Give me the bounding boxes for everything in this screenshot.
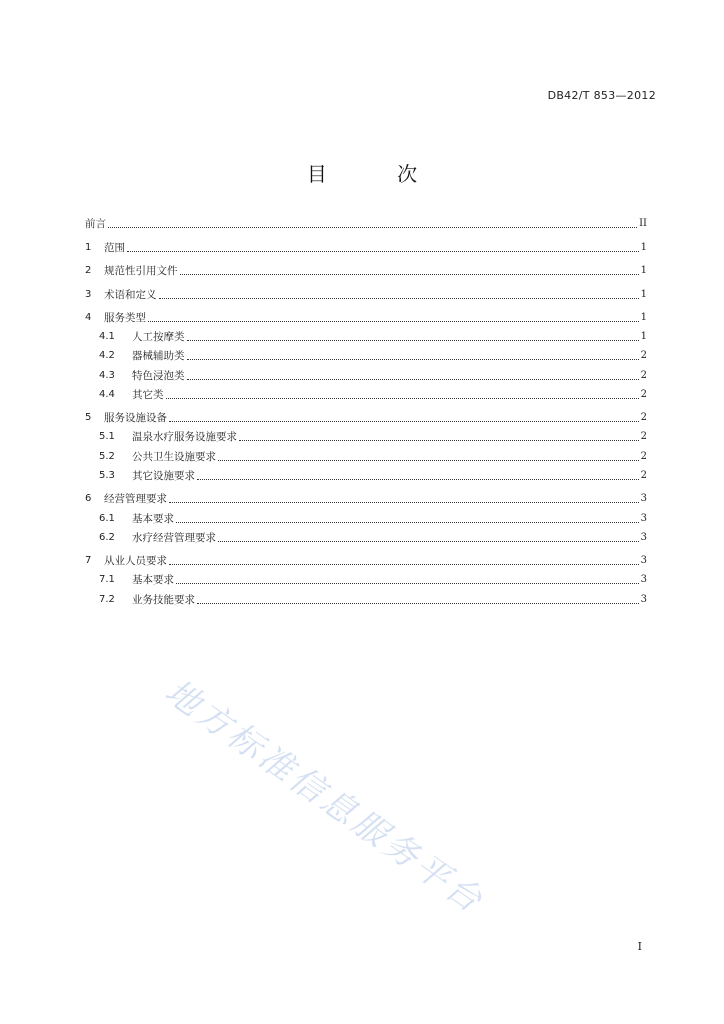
toc-entry-number: 3 — [85, 288, 92, 300]
toc-dot-leader — [180, 274, 639, 275]
toc-entry-label: 经营管理要求 — [104, 493, 167, 506]
toc-entry-4-2[interactable] — [85, 348, 647, 364]
toc-dot-leader — [176, 583, 639, 584]
toc-dot-leader — [159, 298, 639, 299]
toc-entry-1[interactable] — [85, 240, 647, 256]
toc-entry-page: 2 — [640, 388, 647, 400]
toc-entry-page: 2 — [640, 469, 647, 481]
toc-dot-leader — [197, 479, 639, 480]
toc-entry-page: 2 — [640, 412, 647, 424]
toc-title: 目 次 — [306, 162, 450, 186]
toc-entry-label: 特色浸泡类 — [132, 369, 185, 382]
toc-entry-number: 6 — [85, 493, 92, 505]
toc-entry-4-3[interactable] — [85, 368, 647, 384]
toc-entry-page: 2 — [640, 369, 647, 381]
toc-dot-leader — [108, 227, 637, 228]
toc-dot-leader — [169, 421, 639, 422]
document-code: DB42/T 853—2012 — [547, 89, 656, 102]
toc-entry-number: 5.2 — [99, 450, 115, 462]
toc-entry-label: 其它类 — [132, 388, 164, 401]
page-number: I — [637, 940, 642, 953]
toc-dot-leader — [239, 440, 639, 441]
toc-entry-5-1[interactable] — [85, 429, 647, 445]
toc-entry-number: 4.3 — [99, 369, 115, 381]
toc-entry-page: 3 — [640, 531, 647, 543]
toc-entry-number: 2 — [85, 265, 92, 276]
toc-entry-4[interactable] — [85, 310, 647, 326]
toc-entry-7-1[interactable] — [85, 572, 647, 588]
toc-entry-6[interactable] — [85, 491, 647, 507]
toc-entry-label: 公共卫生设施要求 — [132, 450, 216, 463]
toc-dot-leader — [169, 564, 639, 565]
toc-dot-leader — [197, 603, 639, 604]
toc-entry-number: 4.1 — [99, 331, 115, 343]
toc-entry-label: 基本要求 — [132, 512, 174, 525]
toc-entry-page: 3 — [640, 493, 647, 505]
toc-entry-page: 1 — [640, 265, 647, 276]
toc-entry-label: 前言 — [85, 218, 106, 230]
toc-entry-number: 4.4 — [99, 388, 115, 400]
table-of-contents — [85, 216, 647, 608]
toc-entry-label: 器械辅助类 — [132, 350, 185, 363]
toc-entry-number: 5.1 — [99, 431, 115, 443]
toc-entry-5-2[interactable] — [85, 449, 647, 465]
toc-entry-4-4[interactable] — [85, 387, 647, 403]
toc-entry-4-1[interactable] — [85, 329, 647, 345]
toc-entry-5[interactable] — [85, 410, 647, 426]
toc-dot-leader — [218, 460, 639, 461]
toc-entry-3[interactable] — [85, 287, 647, 303]
toc-entry-label: 术语和定义 — [104, 288, 157, 301]
toc-dot-leader — [169, 502, 639, 503]
toc-entry-page: 2 — [640, 450, 647, 462]
toc-entry-page: 1 — [640, 312, 647, 323]
toc-entry-7[interactable] — [85, 553, 647, 569]
toc-entry-number: 7 — [85, 555, 92, 567]
toc-entry-6-1[interactable] — [85, 511, 647, 527]
toc-entry-label: 规范性引用文件 — [104, 265, 178, 277]
toc-entry-label: 人工按摩类 — [132, 331, 185, 344]
toc-entry-number: 5 — [85, 412, 92, 424]
toc-entry-foreword[interactable] — [85, 216, 647, 232]
toc-entry-page: 3 — [640, 555, 647, 567]
toc-entry-5-3[interactable] — [85, 468, 647, 484]
toc-entry-label: 基本要求 — [132, 574, 174, 587]
toc-entry-label: 服务设施设备 — [104, 412, 167, 425]
toc-dot-leader — [187, 379, 639, 380]
toc-entry-number: 7.1 — [99, 574, 115, 586]
toc-entry-number: 7.2 — [99, 593, 115, 605]
toc-entry-label: 业务技能要求 — [132, 593, 195, 606]
toc-entry-number: 6.1 — [99, 512, 115, 524]
toc-entry-label: 水疗经营管理要求 — [132, 531, 216, 544]
toc-entry-page: 3 — [640, 512, 647, 524]
toc-dot-leader — [187, 340, 639, 341]
toc-entry-number: 1 — [85, 241, 92, 253]
toc-dot-leader — [127, 251, 639, 252]
watermark: 地方标准信息服务平台 — [157, 671, 492, 923]
toc-dot-leader — [148, 321, 639, 322]
toc-dot-leader — [166, 398, 639, 399]
toc-entry-page: 2 — [640, 431, 647, 443]
toc-entry-label: 范围 — [104, 241, 125, 254]
toc-entry-page: II — [639, 218, 647, 229]
toc-entry-label: 从业人员要求 — [104, 555, 167, 568]
toc-entry-page: 1 — [640, 241, 647, 253]
toc-entry-page: 3 — [640, 593, 647, 605]
toc-entry-7-2[interactable] — [85, 592, 647, 608]
toc-entry-page: 2 — [640, 350, 647, 362]
toc-entry-number: 4 — [85, 312, 92, 323]
toc-dot-leader — [218, 541, 639, 542]
toc-entry-label: 服务类型 — [104, 312, 146, 324]
toc-dot-leader — [187, 359, 639, 360]
toc-entry-2[interactable] — [85, 263, 647, 279]
toc-entry-page: 1 — [640, 288, 647, 300]
toc-dot-leader — [176, 522, 639, 523]
toc-entry-label: 其它设施要求 — [132, 469, 195, 482]
toc-entry-label: 温泉水疗服务设施要求 — [132, 431, 237, 444]
toc-entry-number: 6.2 — [99, 531, 115, 543]
toc-entry-page: 3 — [640, 574, 647, 586]
toc-entry-number: 4.2 — [99, 350, 115, 362]
toc-entry-6-2[interactable] — [85, 530, 647, 546]
toc-entry-page: 1 — [640, 331, 647, 343]
toc-entry-number: 5.3 — [99, 469, 115, 481]
